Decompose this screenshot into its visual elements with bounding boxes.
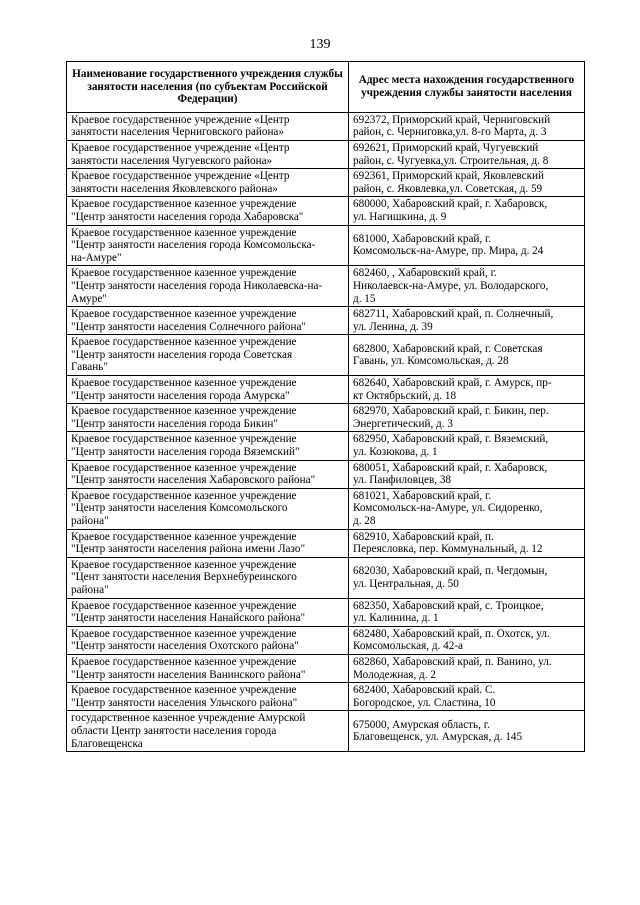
- institution-name-cell: Краевое государственное казенное учреждение "Центр занятости населения города Амурска": [67, 376, 349, 404]
- table-body: [67, 112, 585, 751]
- table-row: [67, 460, 585, 488]
- address-cell: 681021, Хабаровский край, г. Комсомольск-на-Амуре, ул. Сидоренко, д. 28: [349, 488, 585, 529]
- institution-name-cell: Краевое государственное казенное учреждение "Центр занятости населения Ульчского района": [67, 683, 349, 711]
- table-row: [67, 197, 585, 225]
- table-header-row: [67, 62, 585, 113]
- address-cell: 692372, Приморский край, Черниговский район, с. Черниговка,ул. 8-го Марта, д. 3: [349, 112, 585, 140]
- address-cell: 680051, Хабаровский край, г. Хабаровск, ул. Панфиловцев, 38: [349, 460, 585, 488]
- table-row: [67, 307, 585, 335]
- institution-name-cell: Краевое государственное казенное учреждение "Центр занятости населения города Комсомольска- на-Амуре": [67, 225, 349, 266]
- page-number: 139: [309, 37, 331, 52]
- address-cell: 682860, Хабаровский край, п. Ванино, ул. Молодежная, д. 2: [349, 654, 585, 682]
- address-cell: 681000, Хабаровский край, г. Комсомольск-на-Амуре, пр. Мира, д. 24: [349, 225, 585, 266]
- table-row: [67, 557, 585, 598]
- institution-name-cell: Краевое государственное казенное учреждение "Центр занятости населения города Хабаровска": [67, 197, 349, 225]
- table-row: [67, 376, 585, 404]
- institution-name-cell: Краевое государственное казенное учреждение "Центр занятости населения Солнечного района": [67, 307, 349, 335]
- address-cell: 682480, Хабаровский край, п. Охотск, ул. Комсомольская, д. 42-а: [349, 626, 585, 654]
- address-cell: 682910, Хабаровский край, п. Переясловка, пер. Коммунальный, д. 12: [349, 529, 585, 557]
- institution-name-cell: Краевое государственное казенное учреждение "Центр занятости населения Хабаровского района": [67, 460, 349, 488]
- institution-name-cell: государственное казенное учреждение Амурской области Центр занятости населения города Благовещенска: [67, 711, 349, 752]
- institution-name-cell: Краевое государственное казенное учреждение "Центр занятости населения района имени Лазо": [67, 529, 349, 557]
- institution-name-cell: Краевое государственное казенное учреждение "Центр занятости населения города Вяземский": [67, 432, 349, 460]
- institutions-table: [66, 61, 585, 752]
- address-cell: 682400, Хабаровский край. С. Богородское, ул. Сластина, 10: [349, 683, 585, 711]
- table-row: [67, 335, 585, 376]
- table-row: [67, 626, 585, 654]
- address-cell: 682970, Хабаровский край, г. Бикин, пер. Энергетический, д. 3: [349, 404, 585, 432]
- table-row: [67, 683, 585, 711]
- table-row: [67, 432, 585, 460]
- institution-name-cell: Краевое государственное казенное учреждение "Центр занятости населения города Николаевска-на- Амуре": [67, 266, 349, 307]
- table-row: [67, 140, 585, 168]
- institution-name-cell: Краевое государственное казенное учреждение "Центр занятости населения Комсомольского района": [67, 488, 349, 529]
- institution-name-cell: Краевое государственное казенное учреждение "Центр занятости населения города Бикин": [67, 404, 349, 432]
- institution-name-cell: Краевое государственное казенное учреждение "Центр занятости населения Охотского района": [67, 626, 349, 654]
- table-row: [67, 654, 585, 682]
- table-row: [67, 404, 585, 432]
- header-address: Адрес места нахождения государственного учреждения службы занятости населения: [349, 62, 585, 113]
- table-row: [67, 266, 585, 307]
- address-cell: 692361, Приморский край, Яковлевский район, с. Яковлевка,ул. Советская, д. 59: [349, 169, 585, 197]
- header-institution-name: Наименование государственного учреждения службы занятости населения (по субъектам Российской Федерации): [67, 62, 349, 113]
- institution-name-cell: Краевое государственное казенное учреждение "Центр занятости населения Нанайского района": [67, 598, 349, 626]
- address-cell: 682640, Хабаровский край, г. Амурск, пр- кт Октябрьский, д. 18: [349, 376, 585, 404]
- address-cell: 680000, Хабаровский край, г. Хабаровск, ул. Нагишкина, д. 9: [349, 197, 585, 225]
- table-row: [67, 529, 585, 557]
- table-row: [67, 598, 585, 626]
- address-cell: 675000, Амурская область, г. Благовещенск, ул. Амурская, д. 145: [349, 711, 585, 752]
- table-row: [67, 225, 585, 266]
- institution-name-cell: Краевое государственное казенное учреждение "Центр занятости населения Ванинского района": [67, 654, 349, 682]
- address-cell: 692621, Приморский край, Чугуевский район, с. Чугуевка,ул. Строительная, д. 8: [349, 140, 585, 168]
- institution-name-cell: Краевое государственное казенное учреждение "Цент занятости населения Верхнебуреинского района": [67, 557, 349, 598]
- institution-name-cell: Краевое государственное казенное учреждение "Центр занятости населения города Советская Гавань": [67, 335, 349, 376]
- table-row: [67, 711, 585, 752]
- address-cell: 682950, Хабаровский край, г. Вяземский, ул. Козюкова, д. 1: [349, 432, 585, 460]
- table-row: [67, 112, 585, 140]
- table-row: [67, 169, 585, 197]
- institution-name-cell: Краевое государственное учреждение «Центр занятости населения Черниговского района»: [67, 112, 349, 140]
- address-cell: 682350, Хабаровский край, с. Троицкое, ул. Калинина, д. 1: [349, 598, 585, 626]
- address-cell: 682800, Хабаровский край, г. Советская Гавань, ул. Комсомольская, д. 28: [349, 335, 585, 376]
- address-cell: 682711, Хабаровский край, п. Солнечный, ул. Ленина, д. 39: [349, 307, 585, 335]
- institution-name-cell: Краевое государственное учреждение «Центр занятости населения Яковлевского района»: [67, 169, 349, 197]
- institution-name-cell: Краевое государственное учреждение «Центр занятости населения Чугуевского района»: [67, 140, 349, 168]
- address-cell: 682460, , Хабаровский край, г. Николаевск-на-Амуре, ул. Володарского, д. 15: [349, 266, 585, 307]
- table-row: [67, 488, 585, 529]
- address-cell: 682030, Хабаровский край, п. Чегдомын, ул. Центральная, д. 50: [349, 557, 585, 598]
